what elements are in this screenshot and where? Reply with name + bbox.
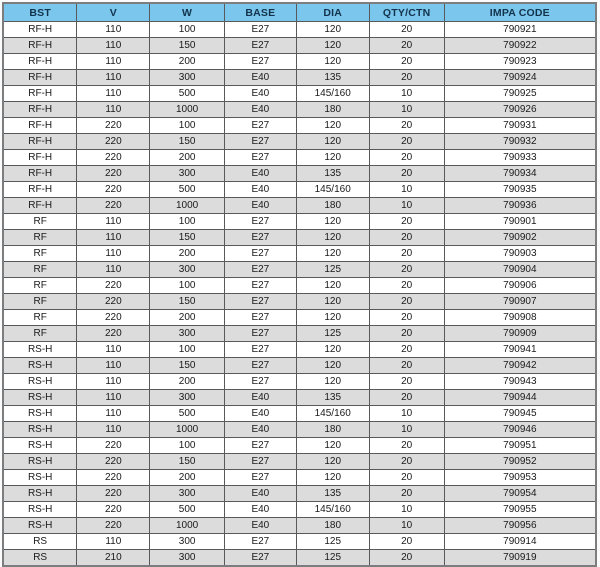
table-cell: 790903 bbox=[444, 246, 596, 262]
table-cell: 20 bbox=[369, 326, 444, 342]
table-row bbox=[3, 422, 596, 438]
table-cell: 790953 bbox=[444, 470, 596, 486]
table-cell: 20 bbox=[369, 230, 444, 246]
table-row bbox=[3, 406, 596, 422]
table-row bbox=[3, 54, 596, 70]
table-cell: 790931 bbox=[444, 118, 596, 134]
column-header-dia: DIA bbox=[296, 3, 369, 22]
table-cell: 300 bbox=[150, 326, 225, 342]
table-cell: 10 bbox=[369, 502, 444, 518]
column-header-base: BASE bbox=[224, 3, 296, 22]
table-cell: 20 bbox=[369, 22, 444, 38]
table-row bbox=[3, 502, 596, 518]
table-cell: RF bbox=[3, 310, 77, 326]
table-cell: E40 bbox=[224, 70, 296, 86]
table-cell: E27 bbox=[224, 534, 296, 550]
table-row bbox=[3, 390, 596, 406]
table-cell: RF bbox=[3, 246, 77, 262]
table-row bbox=[3, 262, 596, 278]
table-cell: 110 bbox=[77, 534, 150, 550]
table-cell: 120 bbox=[296, 118, 369, 134]
table-row bbox=[3, 198, 596, 214]
column-header-bst: BST bbox=[3, 3, 77, 22]
table-cell: E40 bbox=[224, 486, 296, 502]
table-cell: RS-H bbox=[3, 422, 77, 438]
table-cell: 125 bbox=[296, 550, 369, 567]
table-cell: 200 bbox=[150, 310, 225, 326]
table-cell: 220 bbox=[77, 438, 150, 454]
table-cell: 790942 bbox=[444, 358, 596, 374]
table-cell: 790909 bbox=[444, 326, 596, 342]
table-cell: 145/160 bbox=[296, 86, 369, 102]
table-cell: 500 bbox=[150, 406, 225, 422]
table-cell: 790941 bbox=[444, 342, 596, 358]
table-cell: RS-H bbox=[3, 438, 77, 454]
table-cell: 20 bbox=[369, 534, 444, 550]
table-cell: 300 bbox=[150, 70, 225, 86]
table-cell: RF-H bbox=[3, 102, 77, 118]
table-cell: RS-H bbox=[3, 358, 77, 374]
table-cell: 135 bbox=[296, 486, 369, 502]
table-cell: E27 bbox=[224, 214, 296, 230]
table-cell: E27 bbox=[224, 374, 296, 390]
table-cell: 220 bbox=[77, 310, 150, 326]
table-row bbox=[3, 38, 596, 54]
table-cell: 120 bbox=[296, 38, 369, 54]
table-cell: 790904 bbox=[444, 262, 596, 278]
table-cell: 110 bbox=[77, 422, 150, 438]
table-cell: RF-H bbox=[3, 166, 77, 182]
table-cell: 790936 bbox=[444, 198, 596, 214]
table-cell: 110 bbox=[77, 358, 150, 374]
table-cell: RF-H bbox=[3, 150, 77, 166]
table-cell: 790914 bbox=[444, 534, 596, 550]
table-cell: 220 bbox=[77, 278, 150, 294]
table-cell: 10 bbox=[369, 102, 444, 118]
table-cell: E40 bbox=[224, 518, 296, 534]
table-row bbox=[3, 358, 596, 374]
table-cell: 20 bbox=[369, 486, 444, 502]
table-cell: RF-H bbox=[3, 54, 77, 70]
table-cell: 180 bbox=[296, 518, 369, 534]
table-cell: E40 bbox=[224, 166, 296, 182]
table-cell: 125 bbox=[296, 326, 369, 342]
table-cell: 200 bbox=[150, 470, 225, 486]
table-cell: 20 bbox=[369, 262, 444, 278]
table-row bbox=[3, 246, 596, 262]
table-cell: E40 bbox=[224, 86, 296, 102]
table-cell: 20 bbox=[369, 358, 444, 374]
table-cell: 500 bbox=[150, 502, 225, 518]
table-row bbox=[3, 438, 596, 454]
table-cell: 790922 bbox=[444, 38, 596, 54]
table-cell: 790946 bbox=[444, 422, 596, 438]
table-cell: RF bbox=[3, 278, 77, 294]
table-cell: 1000 bbox=[150, 198, 225, 214]
table-cell: 120 bbox=[296, 374, 369, 390]
table-cell: 135 bbox=[296, 390, 369, 406]
table-cell: 790944 bbox=[444, 390, 596, 406]
table-row bbox=[3, 342, 596, 358]
table-cell: 135 bbox=[296, 166, 369, 182]
table-cell: E27 bbox=[224, 262, 296, 278]
table-cell: 500 bbox=[150, 182, 225, 198]
table-row bbox=[3, 22, 596, 38]
table-cell: E40 bbox=[224, 502, 296, 518]
table-row bbox=[3, 102, 596, 118]
table-cell: RF-H bbox=[3, 22, 77, 38]
table-cell: E27 bbox=[224, 358, 296, 374]
table-row bbox=[3, 118, 596, 134]
table-cell: 220 bbox=[77, 502, 150, 518]
table-cell: E27 bbox=[224, 246, 296, 262]
table-cell: 120 bbox=[296, 310, 369, 326]
table-cell: 180 bbox=[296, 422, 369, 438]
table-cell: 145/160 bbox=[296, 406, 369, 422]
table-cell: 125 bbox=[296, 262, 369, 278]
table-row bbox=[3, 470, 596, 486]
table-cell: 180 bbox=[296, 198, 369, 214]
table-cell: 300 bbox=[150, 166, 225, 182]
table-cell: 300 bbox=[150, 534, 225, 550]
table-cell: RS-H bbox=[3, 406, 77, 422]
table-cell: 790906 bbox=[444, 278, 596, 294]
table-cell: E40 bbox=[224, 422, 296, 438]
table-cell: E27 bbox=[224, 118, 296, 134]
table-cell: 220 bbox=[77, 166, 150, 182]
table-cell: 120 bbox=[296, 134, 369, 150]
table-cell: 180 bbox=[296, 102, 369, 118]
table-cell: RF-H bbox=[3, 38, 77, 54]
table-row bbox=[3, 182, 596, 198]
table-cell: 790956 bbox=[444, 518, 596, 534]
table-cell: RS-H bbox=[3, 454, 77, 470]
table-cell: 110 bbox=[77, 262, 150, 278]
table-cell: 10 bbox=[369, 198, 444, 214]
table-cell: 20 bbox=[369, 374, 444, 390]
table-cell: E40 bbox=[224, 198, 296, 214]
table-cell: 110 bbox=[77, 374, 150, 390]
table-cell: 20 bbox=[369, 470, 444, 486]
table-cell: 10 bbox=[369, 86, 444, 102]
table-row bbox=[3, 518, 596, 534]
table-cell: 790907 bbox=[444, 294, 596, 310]
table-cell: 790919 bbox=[444, 550, 596, 567]
table-cell: 300 bbox=[150, 262, 225, 278]
table-cell: RF bbox=[3, 326, 77, 342]
table-cell: 220 bbox=[77, 454, 150, 470]
product-spec-table bbox=[2, 2, 597, 567]
table-cell: 120 bbox=[296, 358, 369, 374]
table-cell: 1000 bbox=[150, 102, 225, 118]
table-cell: 110 bbox=[77, 102, 150, 118]
table-cell: RS-H bbox=[3, 342, 77, 358]
table-cell: E27 bbox=[224, 470, 296, 486]
table-cell: RF-H bbox=[3, 86, 77, 102]
table-cell: 300 bbox=[150, 550, 225, 567]
table-cell: RS-H bbox=[3, 486, 77, 502]
table-cell: 150 bbox=[150, 230, 225, 246]
table-cell: 220 bbox=[77, 518, 150, 534]
table-cell: 20 bbox=[369, 454, 444, 470]
table-row bbox=[3, 278, 596, 294]
table-cell: 1000 bbox=[150, 518, 225, 534]
table-cell: 110 bbox=[77, 390, 150, 406]
table-cell: 790933 bbox=[444, 150, 596, 166]
table-cell: E27 bbox=[224, 342, 296, 358]
table-cell: 150 bbox=[150, 134, 225, 150]
table-cell: 135 bbox=[296, 70, 369, 86]
table-cell: 220 bbox=[77, 150, 150, 166]
table-cell: 110 bbox=[77, 406, 150, 422]
table-cell: 110 bbox=[77, 70, 150, 86]
table-cell: 20 bbox=[369, 134, 444, 150]
table-cell: 110 bbox=[77, 230, 150, 246]
table-cell: 150 bbox=[150, 358, 225, 374]
table-cell: E40 bbox=[224, 390, 296, 406]
column-header-w: W bbox=[150, 3, 225, 22]
table-row bbox=[3, 214, 596, 230]
table-cell: 220 bbox=[77, 470, 150, 486]
table-cell: 790924 bbox=[444, 70, 596, 86]
table-row bbox=[3, 294, 596, 310]
table-cell: 120 bbox=[296, 22, 369, 38]
table-cell: 10 bbox=[369, 182, 444, 198]
spec-table-container bbox=[2, 2, 597, 563]
table-cell: 210 bbox=[77, 550, 150, 567]
table-cell: 790955 bbox=[444, 502, 596, 518]
table-cell: RF-H bbox=[3, 198, 77, 214]
table-row bbox=[3, 166, 596, 182]
table-cell: RS-H bbox=[3, 502, 77, 518]
table-cell: 10 bbox=[369, 518, 444, 534]
table-cell: 110 bbox=[77, 246, 150, 262]
table-cell: 20 bbox=[369, 550, 444, 567]
table-cell: 100 bbox=[150, 22, 225, 38]
table-cell: 220 bbox=[77, 198, 150, 214]
table-row bbox=[3, 486, 596, 502]
table-cell: 150 bbox=[150, 38, 225, 54]
table-cell: E27 bbox=[224, 438, 296, 454]
table-cell: 20 bbox=[369, 118, 444, 134]
column-header-v: V bbox=[77, 3, 150, 22]
table-cell: 110 bbox=[77, 214, 150, 230]
table-cell: 20 bbox=[369, 54, 444, 70]
table-cell: 120 bbox=[296, 54, 369, 70]
table-cell: 150 bbox=[150, 294, 225, 310]
table-cell: 790926 bbox=[444, 102, 596, 118]
column-header-qty-ctn: QTY/CTN bbox=[369, 3, 444, 22]
table-cell: E27 bbox=[224, 310, 296, 326]
table-cell: 200 bbox=[150, 246, 225, 262]
table-cell: RF bbox=[3, 230, 77, 246]
table-cell: 10 bbox=[369, 406, 444, 422]
table-cell: 20 bbox=[369, 214, 444, 230]
table-cell: 10 bbox=[369, 422, 444, 438]
table-cell: 790934 bbox=[444, 166, 596, 182]
table-cell: E27 bbox=[224, 550, 296, 567]
table-cell: 20 bbox=[369, 390, 444, 406]
table-cell: RS-H bbox=[3, 374, 77, 390]
table-cell: E27 bbox=[224, 230, 296, 246]
table-cell: 110 bbox=[77, 342, 150, 358]
table-cell: 790952 bbox=[444, 454, 596, 470]
table-cell: 790932 bbox=[444, 134, 596, 150]
table-cell: 100 bbox=[150, 438, 225, 454]
table-cell: 500 bbox=[150, 86, 225, 102]
table-cell: 110 bbox=[77, 86, 150, 102]
table-cell: 220 bbox=[77, 118, 150, 134]
table-cell: 100 bbox=[150, 118, 225, 134]
table-cell: RF-H bbox=[3, 70, 77, 86]
column-header-impa-code: IMPA CODE bbox=[444, 3, 596, 22]
table-row bbox=[3, 310, 596, 326]
table-cell: 20 bbox=[369, 278, 444, 294]
table-cell: RF-H bbox=[3, 134, 77, 150]
table-cell: E27 bbox=[224, 454, 296, 470]
table-cell: 200 bbox=[150, 150, 225, 166]
table-cell: 110 bbox=[77, 54, 150, 70]
table-row bbox=[3, 550, 596, 567]
table-cell: 1000 bbox=[150, 422, 225, 438]
table-cell: 20 bbox=[369, 310, 444, 326]
table-cell: E40 bbox=[224, 406, 296, 422]
table-cell: 100 bbox=[150, 342, 225, 358]
table-row bbox=[3, 374, 596, 390]
table-cell: 200 bbox=[150, 374, 225, 390]
table-cell: RS-H bbox=[3, 470, 77, 486]
table-cell: RS-H bbox=[3, 390, 77, 406]
table-cell: 790951 bbox=[444, 438, 596, 454]
table-cell: E40 bbox=[224, 182, 296, 198]
table-cell: 20 bbox=[369, 342, 444, 358]
table-cell: 790935 bbox=[444, 182, 596, 198]
table-cell: 790943 bbox=[444, 374, 596, 390]
table-cell: 120 bbox=[296, 454, 369, 470]
table-cell: RS bbox=[3, 550, 77, 567]
table-cell: 150 bbox=[150, 454, 225, 470]
table-cell: 790923 bbox=[444, 54, 596, 70]
table-cell: E27 bbox=[224, 278, 296, 294]
table-cell: 145/160 bbox=[296, 182, 369, 198]
table-row bbox=[3, 150, 596, 166]
table-cell: 790902 bbox=[444, 230, 596, 246]
table-cell: 110 bbox=[77, 38, 150, 54]
table-cell: 20 bbox=[369, 38, 444, 54]
table-cell: E27 bbox=[224, 54, 296, 70]
table-cell: 790901 bbox=[444, 214, 596, 230]
table-cell: 20 bbox=[369, 166, 444, 182]
table-cell: 220 bbox=[77, 326, 150, 342]
table-cell: E27 bbox=[224, 38, 296, 54]
table-cell: E40 bbox=[224, 102, 296, 118]
table-cell: RF-H bbox=[3, 118, 77, 134]
table-cell: 220 bbox=[77, 134, 150, 150]
table-cell: 145/160 bbox=[296, 502, 369, 518]
table-row bbox=[3, 230, 596, 246]
table-cell: RF-H bbox=[3, 182, 77, 198]
table-cell: 120 bbox=[296, 342, 369, 358]
table-cell: RS-H bbox=[3, 518, 77, 534]
table-cell: E27 bbox=[224, 134, 296, 150]
table-cell: 300 bbox=[150, 486, 225, 502]
table-cell: 300 bbox=[150, 390, 225, 406]
table-cell: 790945 bbox=[444, 406, 596, 422]
table-cell: 100 bbox=[150, 278, 225, 294]
table-cell: 790908 bbox=[444, 310, 596, 326]
table-cell: E27 bbox=[224, 294, 296, 310]
table-cell: 125 bbox=[296, 534, 369, 550]
table-cell: 220 bbox=[77, 486, 150, 502]
table-cell: 20 bbox=[369, 150, 444, 166]
table-cell: 20 bbox=[369, 70, 444, 86]
table-cell: 120 bbox=[296, 246, 369, 262]
table-cell: RF bbox=[3, 214, 77, 230]
table-cell: 790954 bbox=[444, 486, 596, 502]
table-row bbox=[3, 454, 596, 470]
table-cell: RF bbox=[3, 294, 77, 310]
table-cell: 20 bbox=[369, 438, 444, 454]
table-cell: RF bbox=[3, 262, 77, 278]
table-cell: 220 bbox=[77, 182, 150, 198]
table-row bbox=[3, 326, 596, 342]
table-cell: E27 bbox=[224, 326, 296, 342]
table-cell: 20 bbox=[369, 246, 444, 262]
table-cell: 200 bbox=[150, 54, 225, 70]
table-row bbox=[3, 70, 596, 86]
table-cell: 120 bbox=[296, 278, 369, 294]
table-cell: 220 bbox=[77, 294, 150, 310]
table-cell: 790925 bbox=[444, 86, 596, 102]
table-cell: 120 bbox=[296, 230, 369, 246]
table-cell: 100 bbox=[150, 214, 225, 230]
table-cell: E27 bbox=[224, 150, 296, 166]
header-row bbox=[3, 3, 596, 22]
table-cell: E27 bbox=[224, 22, 296, 38]
table-row bbox=[3, 86, 596, 102]
table-cell: 120 bbox=[296, 150, 369, 166]
table-cell: 790921 bbox=[444, 22, 596, 38]
table-cell: 20 bbox=[369, 294, 444, 310]
table-cell: 120 bbox=[296, 294, 369, 310]
table-cell: 110 bbox=[77, 22, 150, 38]
table-cell: 120 bbox=[296, 214, 369, 230]
table-row bbox=[3, 134, 596, 150]
table-cell: RS bbox=[3, 534, 77, 550]
table-cell: 120 bbox=[296, 438, 369, 454]
table-cell: 120 bbox=[296, 470, 369, 486]
